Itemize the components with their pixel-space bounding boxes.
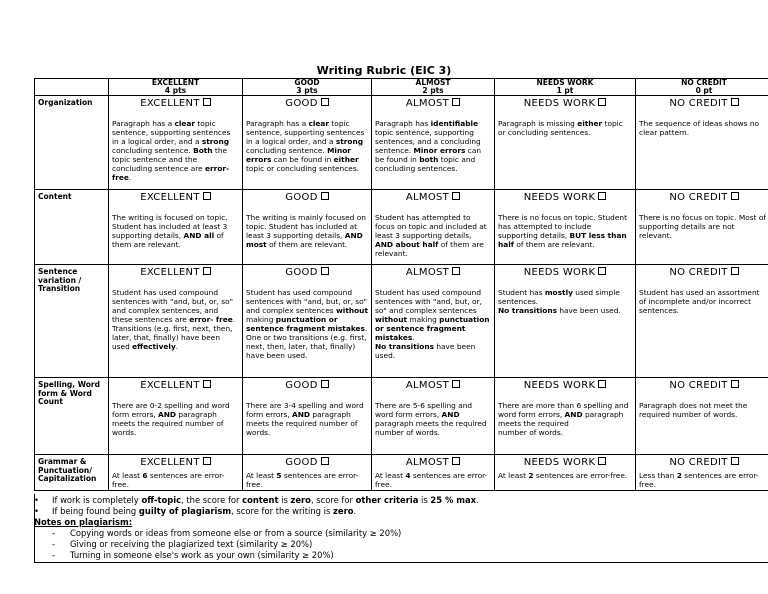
rating-label: EXCELLENT xyxy=(140,380,200,391)
checkbox-icon[interactable] xyxy=(321,380,329,388)
cell-good xyxy=(243,378,372,455)
rating-checkbox[interactable] xyxy=(246,457,368,468)
cell-excellent xyxy=(109,96,243,190)
note-bullet-plagiarism xyxy=(34,506,768,517)
bullet-icon: • xyxy=(34,506,39,516)
criterion-description: Student has used an assortment of incomplete and/or incorrect sentences. xyxy=(639,288,760,315)
criterion-description: There is no focus on topic. Most of supporting details are not relevant. xyxy=(639,213,766,240)
checkbox-icon[interactable] xyxy=(731,457,739,465)
rating-checkbox[interactable] xyxy=(375,267,491,278)
rating-checkbox[interactable] xyxy=(498,267,632,278)
criterion-label: Sentence variation / Transition xyxy=(35,265,109,378)
rating-label: EXCELLENT xyxy=(140,192,200,203)
rating-label: NEEDS WORK xyxy=(523,457,596,468)
checkbox-icon[interactable] xyxy=(321,267,329,275)
cell-excellent xyxy=(109,378,243,455)
rating-checkbox[interactable] xyxy=(246,380,368,391)
checkbox-icon[interactable] xyxy=(598,98,606,106)
rating-label: ALMOST xyxy=(405,380,450,391)
plagiarism-item: - Copying words or ideas from someone else or from a source (similarity ≥ 20%) xyxy=(52,528,402,538)
rating-checkbox[interactable] xyxy=(375,457,491,468)
checkbox-icon[interactable] xyxy=(203,267,211,275)
rating-label: GOOD xyxy=(285,267,318,278)
rating-label: ALMOST xyxy=(405,267,450,278)
checkbox-icon[interactable] xyxy=(731,98,739,106)
rating-checkbox[interactable] xyxy=(375,98,491,109)
criterion-row xyxy=(35,378,768,455)
rating-checkbox[interactable] xyxy=(498,457,632,468)
checkbox-icon[interactable] xyxy=(452,267,460,275)
cell-good xyxy=(243,96,372,190)
cell-no-credit xyxy=(636,455,768,491)
note-bullet-off-topic xyxy=(34,495,768,506)
cell-needs-work xyxy=(495,378,636,455)
plagiarism-item: - Turning in someone else's work as your own (similarity ≥ 20%) xyxy=(52,550,334,560)
checkbox-icon[interactable] xyxy=(598,380,606,388)
rating-label: GOOD xyxy=(285,192,318,203)
cell-almost xyxy=(372,378,495,455)
rating-checkbox[interactable] xyxy=(112,380,239,391)
criterion-label: Spelling, Word form & Word Count xyxy=(35,378,109,455)
rating-label: GOOD xyxy=(285,380,318,391)
rating-label: NO CREDIT xyxy=(669,380,728,391)
rating-checkbox[interactable] xyxy=(639,192,768,203)
rating-label: NO CREDIT xyxy=(669,457,728,468)
checkbox-icon[interactable] xyxy=(321,457,329,465)
rating-checkbox[interactable] xyxy=(112,192,239,203)
cell-needs-work xyxy=(495,190,636,265)
checkbox-icon[interactable] xyxy=(321,192,329,200)
rating-label: ALMOST xyxy=(405,192,450,203)
header-excellent: EXCELLENT 4 pts xyxy=(109,79,243,96)
cell-excellent xyxy=(109,190,243,265)
rating-checkbox[interactable] xyxy=(246,192,368,203)
checkbox-icon[interactable] xyxy=(598,192,606,200)
cell-no-credit xyxy=(636,190,768,265)
rating-label: ALMOST xyxy=(405,98,450,109)
criterion-description: Paragraph has a clear topic sentence, supporting sentences in a logical order, and a strong concluding sentence. Both the topic sentence and the concluding sentence are error-free. xyxy=(112,119,231,182)
criterion-label: Organization xyxy=(35,96,109,190)
criterion-label: Content xyxy=(35,190,109,265)
criterion-row xyxy=(35,190,768,265)
rating-label: GOOD xyxy=(285,457,318,468)
cell-good xyxy=(243,455,372,491)
plagiarism-heading: Notes on plagiarism: xyxy=(34,517,133,527)
criterion-description: There are 5-6 spelling and word form errors, AND paragraph meets the required number of words. xyxy=(375,401,487,437)
notes-border-bottom xyxy=(34,562,768,563)
cell-almost xyxy=(372,190,495,265)
rating-checkbox[interactable] xyxy=(639,380,768,391)
criterion-description: There is no focus on topic. Student has attempted to include supporting details, BUT less than half of them are relevant. xyxy=(498,213,627,249)
cell-good xyxy=(243,265,372,378)
cell-needs-work xyxy=(495,96,636,190)
cell-almost xyxy=(372,265,495,378)
criterion-label: Grammar & Punctuation/ Capitalization xyxy=(35,455,109,491)
criterion-description: Student has used compound sentences with "and, but, or, so" and complex sentences, and these sentences are error- free. Transitions (e.g. first, next, then, later, that, finally) have been used effectively. xyxy=(112,288,236,351)
criterion-description: Less than 2 sentences are error-free. xyxy=(639,471,759,489)
criterion-description: At least 2 sentences are error-free. xyxy=(498,471,628,480)
note-plagiarism-text: If being found being guilty of plagiarism, score for the writing is zero. xyxy=(52,506,357,516)
criterion-description: The sequence of ideas shows no clear pattern. xyxy=(639,119,760,137)
rating-checkbox[interactable] xyxy=(112,267,239,278)
rating-label: NEEDS WORK xyxy=(523,192,596,203)
rating-label: EXCELLENT xyxy=(140,267,200,278)
criterion-row xyxy=(35,455,768,491)
rating-checkbox[interactable] xyxy=(112,457,239,468)
criterion-description: Paragraph is missing either topic or concluding sentences. xyxy=(498,119,623,137)
rating-checkbox[interactable] xyxy=(639,457,768,468)
rating-label: NEEDS WORK xyxy=(523,380,596,391)
header-row xyxy=(35,79,768,96)
checkbox-icon[interactable] xyxy=(321,98,329,106)
rating-checkbox[interactable] xyxy=(112,98,239,109)
note-off-topic-text: If work is completely off-topic, the score for content is zero, score for other criteria is 25 % max. xyxy=(52,495,479,505)
cell-excellent xyxy=(109,265,243,378)
rating-checkbox[interactable] xyxy=(375,380,491,391)
criterion-description: Student has used compound sentences with "and, but, or, so" and complex sentences without making punctuation or sentence fragment mistakes. One or two transitions (e.g. first, next, then, later, that, finally) have been used. xyxy=(246,288,368,360)
checkbox-icon[interactable] xyxy=(203,192,211,200)
header-no-credit: NO CREDIT 0 pt xyxy=(636,79,768,96)
rating-label: GOOD xyxy=(285,98,318,109)
checkbox-icon[interactable] xyxy=(452,192,460,200)
criterion-description: At least 4 sentences are error-free. xyxy=(375,471,488,489)
rating-label: NEEDS WORK xyxy=(523,267,596,278)
rating-label: NEEDS WORK xyxy=(523,98,596,109)
rubric-title: Writing Rubric (EIC 3) xyxy=(316,64,452,77)
rating-label: NO CREDIT xyxy=(669,98,728,109)
rating-label: NO CREDIT xyxy=(669,267,728,278)
rating-label: EXCELLENT xyxy=(140,457,200,468)
criterion-description: Student has used compound sentences with "and, but, or, so" and complex sentences without making punctuation or sentence fragment mistakes. No transitions have been used. xyxy=(375,288,490,360)
criterion-description: There are 3-4 spelling and word form errors, AND paragraph meets the required number of words. xyxy=(246,401,364,437)
rating-label: ALMOST xyxy=(405,457,450,468)
rating-checkbox[interactable] xyxy=(498,98,632,109)
cell-excellent xyxy=(109,455,243,491)
header-almost: ALMOST 2 pts xyxy=(372,79,495,96)
checkbox-icon[interactable] xyxy=(203,98,211,106)
cell-almost xyxy=(372,96,495,190)
checkbox-icon[interactable] xyxy=(731,380,739,388)
checkbox-icon[interactable] xyxy=(731,192,739,200)
bullet-icon: • xyxy=(34,495,39,505)
criterion-row xyxy=(35,265,768,378)
rating-label: EXCELLENT xyxy=(140,98,200,109)
checkbox-icon[interactable] xyxy=(598,267,606,275)
corner-cell xyxy=(35,79,109,96)
rating-checkbox[interactable] xyxy=(246,98,368,109)
checkbox-icon[interactable] xyxy=(598,457,606,465)
criterion-description: Paragraph does not meet the required number of words. xyxy=(639,401,748,419)
cell-no-credit xyxy=(636,265,768,378)
notes-border-left xyxy=(34,494,35,562)
cell-good xyxy=(243,190,372,265)
checkbox-icon[interactable] xyxy=(452,98,460,106)
header-needs-work: NEEDS WORK 1 pt xyxy=(495,79,636,96)
cell-almost xyxy=(372,455,495,491)
criterion-description: At least 6 sentences are error-free. xyxy=(112,471,225,489)
cell-no-credit xyxy=(636,96,768,190)
criterion-description: The writing is mainly focused on topic. Student has included at least 3 supporting details, AND most of them are relevant. xyxy=(246,213,366,249)
header-good: GOOD 3 pts xyxy=(243,79,372,96)
checkbox-icon[interactable] xyxy=(452,380,460,388)
criterion-description: Student has mostly used simple sentences. No transitions have been used. xyxy=(498,288,621,315)
notes-section xyxy=(34,495,768,561)
criterion-description: Student has attempted to focus on topic and included at least 3 supporting details, AND about half of them are relevant. xyxy=(375,213,487,258)
criterion-description: Paragraph has a clear topic sentence, supporting sentences in a logical order, and a strong concluding sentence. Minor errors can be found in either topic or concluding sentences. xyxy=(246,119,365,173)
criterion-description: There are more than 6 spelling and word form errors, AND paragraph meets the required number of words. xyxy=(498,401,629,437)
criterion-description: At least 5 sentences are error-free. xyxy=(246,471,359,489)
checkbox-icon[interactable] xyxy=(203,457,211,465)
criterion-row xyxy=(35,96,768,190)
criterion-description: There are 0-2 spelling and word form errors, AND paragraph meets the required number of words. xyxy=(112,401,230,437)
rating-checkbox[interactable] xyxy=(639,267,768,278)
checkbox-icon[interactable] xyxy=(452,457,460,465)
rating-checkbox[interactable] xyxy=(498,192,632,203)
rating-checkbox[interactable] xyxy=(639,98,768,109)
cell-needs-work xyxy=(495,265,636,378)
plagiarism-item: - Giving or receiving the plagiarized text (similarity ≥ 20%) xyxy=(52,539,313,549)
rating-checkbox[interactable] xyxy=(246,267,368,278)
checkbox-icon[interactable] xyxy=(731,267,739,275)
cell-needs-work xyxy=(495,455,636,491)
rating-checkbox[interactable] xyxy=(375,192,491,203)
checkbox-icon[interactable] xyxy=(203,380,211,388)
rubric-table xyxy=(34,78,768,491)
rating-checkbox[interactable] xyxy=(498,380,632,391)
criterion-description: Paragraph has identifiable topic sentence, supporting sentences, and a concluding sentence. Minor errors can be found in both topic and concluding sentences. xyxy=(375,119,482,173)
criterion-description: The writing is focused on topic. Student has included at least 3 supporting details, AND all of them are relevant. xyxy=(112,213,228,249)
cell-no-credit xyxy=(636,378,768,455)
rating-label: NO CREDIT xyxy=(669,192,728,203)
